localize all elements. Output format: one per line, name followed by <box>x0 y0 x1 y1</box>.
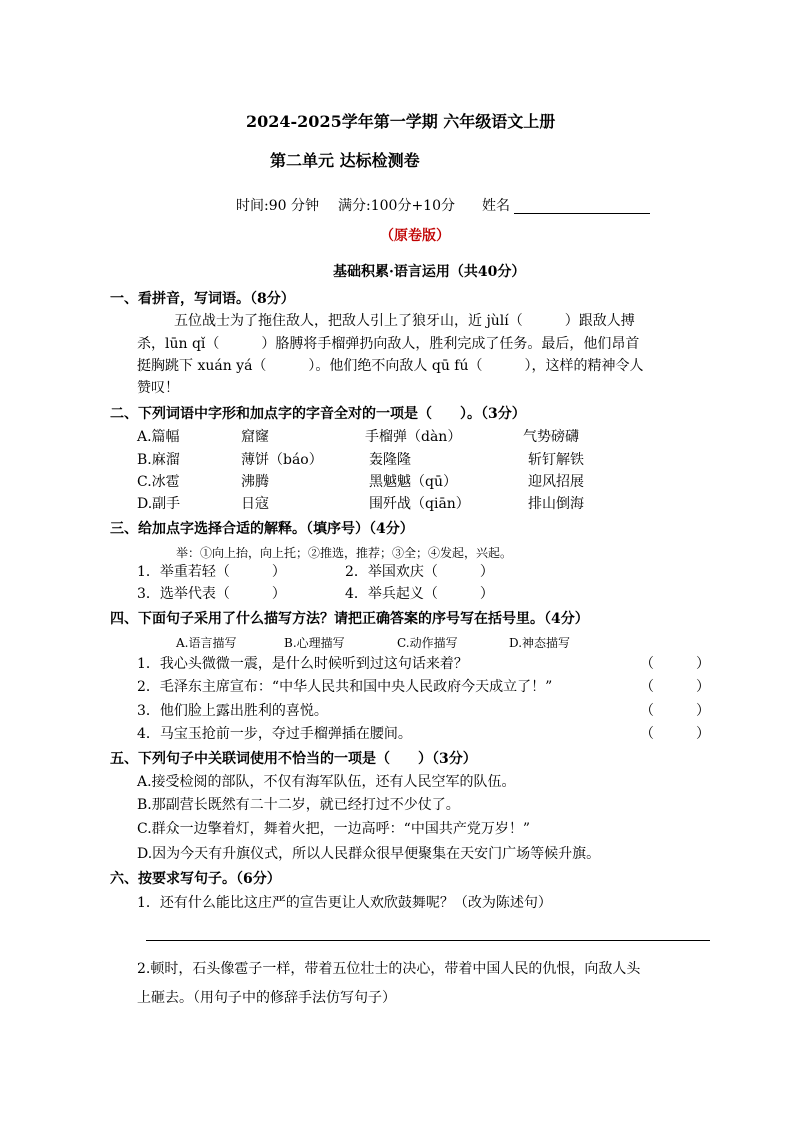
q4-option-a: A.语言描写 <box>176 636 237 650</box>
q2-option-a-3: 手榴弹（dàn） <box>365 429 462 445</box>
q5-option-c: C.群众一边擎着灯，舞着火把，一边高呼：“中国共产党万岁！” <box>137 821 530 837</box>
q4-option-c: C.动作描写 <box>397 636 458 650</box>
q4-item-2: 2．毛泽东主席宣布：“中华人民共和国中央人民政府今天成立了！” <box>137 679 553 695</box>
q6-heading: 六、按要求写句子。（6分） <box>110 871 281 887</box>
q5-option-d: D.因为今天有升旗仪式，所以人民群众很早便聚集在天安门广场等候升旗。 <box>137 846 601 862</box>
part-title: 基础积累·语言运用（共40分） <box>333 264 526 280</box>
q1-line1: 五位战士为了拖住敌人，把敌人引上了狼牙山，近 jùlí（ ）跟敌人搏 <box>174 313 635 329</box>
q4-item-3: 3．他们脸上露出胜利的喜悦。 <box>137 703 328 719</box>
q5-option-b: B.那副营长既然有二十二岁，就已经打过不少仗了。 <box>137 797 460 813</box>
q4-heading: 四、下面句子采用了什么描写方法？请把正确答案的序号写在括号里。（4分） <box>110 611 589 627</box>
q4-answer-4[interactable]: （ ） <box>640 726 710 742</box>
q2-option-b-1: B.麻溜 <box>137 452 180 468</box>
q6-item-2-line2: 上砸去。（用句子中的修辞手法仿写句子） <box>137 990 396 1006</box>
q2-option-a-2: 窟窿 <box>241 429 269 445</box>
q6-item-1: 1．还有什么能比这庄严的宣告更让人欢欣鼓舞呢？（改为陈述句） <box>137 895 552 911</box>
q2-option-a-1: A.篇幅 <box>137 429 180 445</box>
q4-option-d: D.神态描写 <box>509 636 571 650</box>
edition-label: （原卷版） <box>380 228 450 244</box>
q5-option-a: A.接受检阅的部队，不仅有海军队伍，还有人民空军的队伍。 <box>137 774 516 790</box>
q2-option-b-4: 斩钉解铁 <box>528 452 584 468</box>
q2-option-c-1: C.冰雹 <box>137 474 180 490</box>
q5-heading: 五、下列句子中关联词使用不恰当的一项是（ ）（3分） <box>110 751 477 767</box>
q4-option-b: B.心理描写 <box>284 636 345 650</box>
q1-heading: 一、看拼音，写词语。（8分） <box>110 291 295 307</box>
q4-answer-3[interactable]: （ ） <box>640 703 710 719</box>
q1-line4: 赞叹！ <box>137 380 179 396</box>
q2-option-c-4: 迎风招展 <box>528 474 584 490</box>
q2-option-d-3: 围歼战（qiān） <box>369 496 470 512</box>
q4-item-4: 4．马宝玉抢前一步，夺过手榴弹插在腰间。 <box>137 726 412 742</box>
q3-item-1: 1．举重若轻（ ） <box>137 564 286 580</box>
q4-item-1: 1．我心头微微一震，是什么时候听到过这句话来着？ <box>137 656 468 672</box>
q4-answer-2[interactable]: （ ） <box>640 679 710 695</box>
q2-option-c-2: 沸腾 <box>241 474 269 490</box>
q2-option-a-4: 气势磅礴 <box>523 429 579 445</box>
exam-score: 满分:100分+10分 <box>338 198 455 214</box>
q2-option-d-4: 排山倒海 <box>528 496 584 512</box>
q6-answer-line-1[interactable] <box>146 940 710 941</box>
q4-answer-1[interactable]: （ ） <box>640 656 710 672</box>
name-field[interactable] <box>514 213 650 214</box>
q3-hint: 举：①向上抬，向上托；②推选，推荐；③全；④发起，兴起。 <box>176 546 513 560</box>
q2-option-c-3: 黑魆魆（qū） <box>369 474 457 490</box>
q3-item-3: 3．选举代表（ ） <box>137 586 286 602</box>
q6-item-2-line1: 2.顿时，石头像雹子一样，带着五位壮士的决心，带着中国人民的仇恨，向敌人头 <box>137 961 641 977</box>
q2-option-b-2: 薄饼（báo） <box>241 452 323 468</box>
name-label: 姓名 <box>482 198 510 214</box>
q3-heading: 三、给加点字选择合适的解释。（填序号）（4分） <box>110 521 414 537</box>
page-title: 2024-2025学年第一学期 六年级语文上册 <box>246 112 556 131</box>
q3-item-4: 4．举兵起义（ ） <box>345 586 494 602</box>
q3-item-2: 2．举国欢庆（ ） <box>345 564 494 580</box>
page-subtitle: 第二单元 达标检测卷 <box>270 151 420 170</box>
q1-line3: 挺胸跳下 xuán yá（ ）。他们绝不向敌人 qū fú（ ），这样的精神令人 <box>137 358 644 374</box>
q2-option-b-3: 轰隆隆 <box>369 452 411 468</box>
q1-line2: 杀，lūn qǐ（ ）胳膊将手榴弹扔向敌人，胜利完成了任务。最后，他们昂首 <box>137 336 640 352</box>
exam-time: 时间:90 分钟 <box>236 198 319 214</box>
q2-option-d-2: 日寇 <box>241 496 269 512</box>
q2-heading: 二、下列词语中字形和加点字的字音全对的一项是（ ）。（3分） <box>110 406 526 422</box>
q2-option-d-1: D.副手 <box>137 496 181 512</box>
